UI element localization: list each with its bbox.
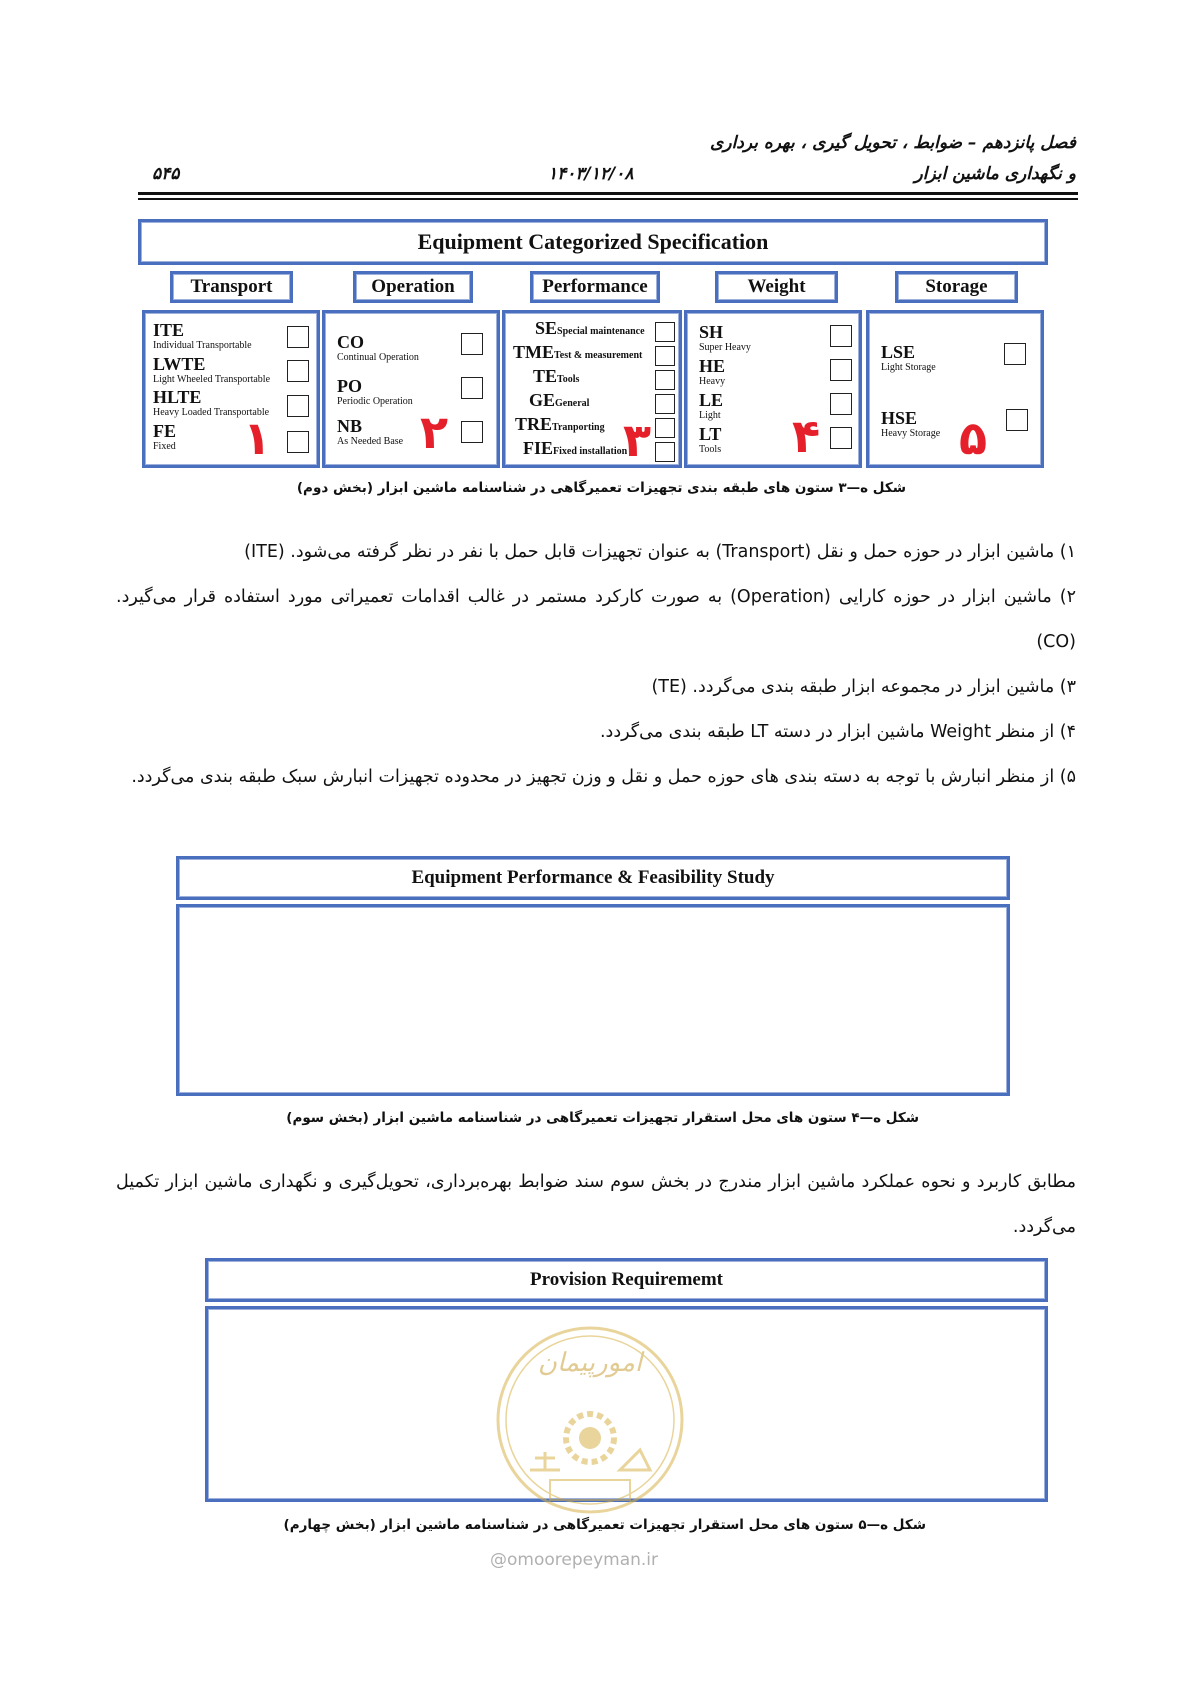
checkbox-ge[interactable] [655, 394, 675, 414]
header-rule-bottom [138, 198, 1078, 200]
paragraph-3: ۳) ماشین ابزار در مجموعه ابزار طبقه بندی می‌گردد. (TE) [651, 677, 1076, 697]
desc-lse: Light Storage [881, 362, 936, 373]
figure3-title-box [205, 1258, 1048, 1302]
desc-he: Heavy [699, 376, 726, 387]
desc-lwte: Light Wheeled Transportable [153, 374, 271, 385]
desc-tre: Tranporting [552, 422, 605, 433]
col-head-transport: Transport [170, 271, 293, 303]
desc-se: Special maintenance [557, 326, 645, 337]
figure2-title-box [176, 856, 1010, 900]
code-sh: SH [699, 322, 724, 342]
column-number-5: ۵ [959, 411, 988, 465]
col-box-transport [142, 310, 320, 468]
code-ite: ITE [153, 320, 185, 340]
code-hlte: HLTE [153, 387, 202, 407]
figure3-title: Provision Requirememt [530, 1269, 723, 1290]
code-tre: TRETranporting [515, 414, 605, 434]
desc-nb: As Needed Base [337, 436, 404, 447]
desc-hse: Heavy Storage [881, 428, 941, 439]
header-rule-top [138, 192, 1078, 195]
desc-hlte: Heavy Loaded Transportable [153, 407, 270, 418]
code-co: CO [337, 332, 364, 352]
checkbox-tme[interactable] [655, 346, 675, 366]
desc-po: Periodic Operation [337, 396, 413, 407]
code-tme: TMETest & measurement [513, 342, 643, 362]
checkbox-sh[interactable] [830, 325, 852, 347]
checkbox-he[interactable] [830, 359, 852, 381]
checkbox-fie[interactable] [655, 442, 675, 462]
watermark-seal [490, 1320, 690, 1520]
code-lse: LSE [881, 342, 916, 362]
desc-tme: Test & measurement [554, 350, 643, 361]
code-te: TETools [533, 366, 580, 386]
checkbox-hse[interactable] [1006, 409, 1028, 431]
checkbox-hlte[interactable] [287, 395, 309, 417]
page-number: ۵۴۵ [152, 164, 180, 184]
code-lwte: LWTE [153, 354, 206, 374]
code-fie: FIEFixed installation [523, 438, 628, 458]
figure1-caption: شکل ه—۳ ستون های طبقه بندی تجهیزات تعمیرگاهی در شناسنامه ماشین ابزار (بخش دوم) [296, 480, 906, 496]
desc-co: Continual Operation [337, 352, 419, 363]
col-box-storage [866, 310, 1044, 468]
column-number-1: ۱ [243, 411, 272, 465]
checkbox-nb[interactable] [461, 421, 483, 443]
watermark-url: @omoorepeyman.ir [490, 1550, 659, 1570]
col-head-storage: Storage [895, 271, 1018, 303]
col-box-operation [322, 310, 500, 468]
desc-te: Tools [557, 374, 580, 385]
figure2-caption: شکل ه—۴ ستون های محل استقرار تجهیزات تعمیرگاهی در شناسنامه ماشین ابزار (بخش سوم) [286, 1110, 919, 1126]
figure2-title: Equipment Performance & Feasibility Study [411, 867, 775, 888]
desc-fe: Fixed [153, 441, 176, 452]
checkbox-po[interactable] [461, 377, 483, 399]
col-box-performance [502, 310, 682, 468]
header-date: ۱۴۰۳/۱۲/۰۸ [548, 164, 634, 184]
column-number-4: ۴ [792, 409, 821, 463]
checkbox-ite[interactable] [287, 326, 309, 348]
code-lt: LT [699, 424, 722, 444]
col-box-weight [684, 310, 862, 468]
checkbox-co[interactable] [461, 333, 483, 355]
code-po: PO [337, 376, 362, 396]
paragraph-6: مطابق کاربرد و نحوه عملکرد ماشین ابزار مندرج در بخش سوم سند ضوابط بهره‌برداری، تحویل‌گیری و نگهداری ماشین ابزار تکمیل می‌گردد. [116, 1172, 1076, 1237]
col-head-operation: Operation [353, 271, 473, 303]
code-le: LE [699, 390, 724, 410]
checkbox-le[interactable] [830, 393, 852, 415]
code-se: SESpecial maintenance [535, 318, 645, 338]
col-head-weight: Weight [715, 271, 838, 303]
checkbox-lwte[interactable] [287, 360, 309, 382]
seal-text: امورپیمان [537, 1348, 643, 1378]
checkbox-tre[interactable] [655, 418, 675, 438]
column-number-2: ۲ [420, 405, 449, 459]
chapter-title-line1: فصل پانزدهم – ضوابط ، تحویل گیری ، بهره برداری [710, 133, 1076, 153]
code-nb: NB [337, 416, 363, 436]
desc-ge: General [555, 398, 590, 409]
checkbox-lse[interactable] [1004, 343, 1026, 365]
paragraph-4: ۴) از منظر Weight ماشین ابزار در دسته LT طبقه بندی می‌گردد. [599, 722, 1076, 742]
code-hse: HSE [881, 408, 918, 428]
checkbox-te[interactable] [655, 370, 675, 390]
paragraph-2: ۲) ماشین ابزار در حوزه کارایی (Operation) به صورت کارکرد مستمر در غالب اقدامات تعمیراتی مورد استفاده قرار می‌گیرد. (CO) [116, 587, 1076, 652]
code-he: HE [699, 356, 726, 376]
checkbox-fe[interactable] [287, 431, 309, 453]
figure1-title: Equipment Categorized Specification [417, 229, 769, 254]
desc-le: Light [699, 410, 721, 421]
numbered-paragraphs [116, 530, 1076, 800]
desc-ite: Individual Transportable [153, 340, 252, 351]
code-ge: GEGeneral [529, 390, 590, 410]
desc-sh: Super Heavy [699, 342, 751, 353]
col-head-performance: Performance [530, 271, 660, 303]
paragraph-5: ۵) از منظر انبارش با توجه به دسته بندی های حوزه حمل و نقل و وزن تجهیز در محدوده تجهیزات انبارش سبک طبقه بندی می‌گردد. [131, 767, 1076, 787]
checkbox-lt[interactable] [830, 427, 852, 449]
desc-lt: Tools [699, 444, 722, 455]
figure1-title-box [138, 219, 1048, 265]
code-fe: FE [153, 421, 177, 441]
desc-fie: Fixed installation [553, 446, 628, 457]
paragraph-1: ۱) ماشین ابزار در حوزه حمل و نقل (Transport) به عنوان تجهیزات قابل حمل با نفر در نظر گرفته می‌شود. (ITE) [244, 542, 1076, 562]
column-number-3: ۳ [623, 413, 652, 467]
figure3-caption: شکل ه—۵ ستون های محل استقرار تجهیزات تعمیرگاهی در شناسنامه ماشین ابزار (بخش چهارم) [283, 1517, 926, 1533]
chapter-title-line2: و نگهداری ماشین ابزار [914, 164, 1076, 184]
checkbox-se[interactable] [655, 322, 675, 342]
figure2-content-box [176, 904, 1010, 1096]
